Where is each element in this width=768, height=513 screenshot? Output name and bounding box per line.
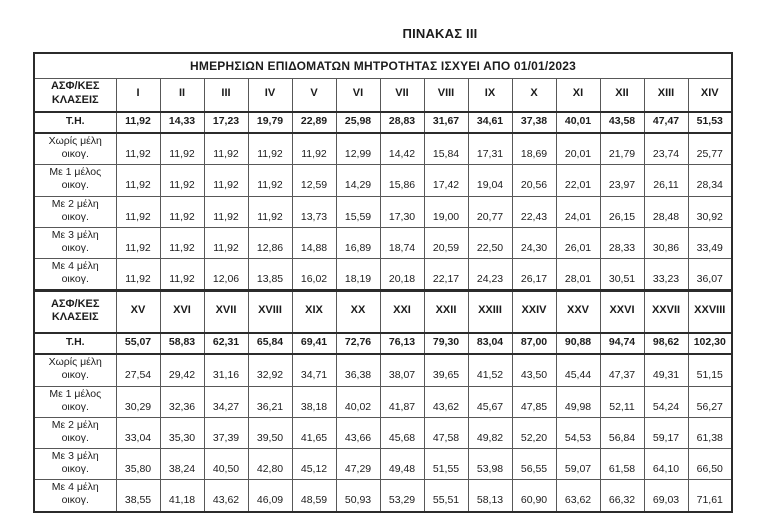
value-cell: 40,02 [336, 386, 380, 417]
value-cell: 94,74 [600, 333, 644, 354]
table-row [34, 259, 732, 291]
value-cell: 33,49 [688, 227, 732, 258]
classes-header-label: ΑΣΦ/ΚΕΣ ΚΛΑΣΕΙΣ [34, 291, 116, 334]
value-cell: 11,92 [116, 259, 160, 291]
class-cell: XIII [644, 79, 688, 113]
value-cell: 46,09 [248, 480, 292, 512]
value-cell: 33,04 [116, 417, 160, 448]
value-cell: 102,30 [688, 333, 732, 354]
value-cell: 18,74 [380, 227, 424, 258]
value-cell: 56,27 [688, 386, 732, 417]
value-cell: 30,92 [688, 196, 732, 227]
value-cell: 28,01 [556, 259, 600, 291]
value-cell: 32,92 [248, 354, 292, 386]
value-cell: 51,15 [688, 354, 732, 386]
row-label: Με 2 μέλη οικογ. [34, 417, 116, 448]
table-row [34, 449, 732, 480]
value-cell: 21,79 [600, 133, 644, 165]
value-cell: 41,18 [160, 480, 204, 512]
class-cell: XXII [424, 291, 468, 334]
row-label: Χωρίς μέλη οικογ. [34, 354, 116, 386]
table-row [34, 112, 732, 133]
value-cell: 11,92 [204, 227, 248, 258]
class-cell: XX [336, 291, 380, 334]
value-cell: 31,67 [424, 112, 468, 133]
value-cell: 14,33 [160, 112, 204, 133]
value-cell: 60,90 [512, 480, 556, 512]
value-cell: 43,62 [204, 480, 248, 512]
benefits-table [33, 52, 733, 513]
value-cell: 11,92 [248, 165, 292, 196]
value-cell: 66,50 [688, 449, 732, 480]
row-label: Τ.Η. [34, 112, 116, 133]
value-cell: 54,53 [556, 417, 600, 448]
value-cell: 47,58 [424, 417, 468, 448]
value-cell: 83,04 [468, 333, 512, 354]
value-cell: 66,32 [600, 480, 644, 512]
value-cell: 79,30 [424, 333, 468, 354]
value-cell: 19,04 [468, 165, 512, 196]
value-cell: 12,86 [248, 227, 292, 258]
value-cell: 28,83 [380, 112, 424, 133]
value-cell: 11,92 [204, 133, 248, 165]
value-cell: 72,76 [336, 333, 380, 354]
table-row [34, 165, 732, 196]
value-cell: 45,12 [292, 449, 336, 480]
value-cell: 26,11 [644, 165, 688, 196]
class-cell: II [160, 79, 204, 113]
value-cell: 25,98 [336, 112, 380, 133]
class-cell: X [512, 79, 556, 113]
class-cell: I [116, 79, 160, 113]
value-cell: 24,30 [512, 227, 556, 258]
class-cell: XI [556, 79, 600, 113]
value-cell: 12,59 [292, 165, 336, 196]
value-cell: 50,93 [336, 480, 380, 512]
value-cell: 15,59 [336, 196, 380, 227]
class-cell: XIX [292, 291, 336, 334]
value-cell: 53,29 [380, 480, 424, 512]
value-cell: 23,74 [644, 133, 688, 165]
value-cell: 22,43 [512, 196, 556, 227]
value-cell: 59,17 [644, 417, 688, 448]
value-cell: 38,24 [160, 449, 204, 480]
value-cell: 58,83 [160, 333, 204, 354]
value-cell: 34,61 [468, 112, 512, 133]
class-cell: VII [380, 79, 424, 113]
value-cell: 20,01 [556, 133, 600, 165]
value-cell: 24,01 [556, 196, 600, 227]
value-cell: 56,55 [512, 449, 556, 480]
class-cell: IV [248, 79, 292, 113]
value-cell: 40,50 [204, 449, 248, 480]
value-cell: 51,55 [424, 449, 468, 480]
table-row [34, 354, 732, 386]
table-row [34, 386, 732, 417]
value-cell: 65,84 [248, 333, 292, 354]
class-cell: XIV [688, 79, 732, 113]
value-cell: 26,01 [556, 227, 600, 258]
page-title: ΠΙΝΑΚΑΣ III [402, 26, 478, 41]
value-cell: 55,07 [116, 333, 160, 354]
value-cell: 58,13 [468, 480, 512, 512]
value-cell: 55,51 [424, 480, 468, 512]
class-cell: XXVIII [688, 291, 732, 334]
value-cell: 17,23 [204, 112, 248, 133]
value-cell: 71,61 [688, 480, 732, 512]
value-cell: 25,77 [688, 133, 732, 165]
value-cell: 22,50 [468, 227, 512, 258]
value-cell: 24,23 [468, 259, 512, 291]
value-cell: 22,17 [424, 259, 468, 291]
value-cell: 61,38 [688, 417, 732, 448]
value-cell: 43,62 [424, 386, 468, 417]
value-cell: 34,27 [204, 386, 248, 417]
class-cell: XV [116, 291, 160, 334]
value-cell: 20,56 [512, 165, 556, 196]
class-cell: XVI [160, 291, 204, 334]
value-cell: 11,92 [248, 133, 292, 165]
value-cell: 36,21 [248, 386, 292, 417]
value-cell: 37,39 [204, 417, 248, 448]
table-row [34, 480, 732, 512]
value-cell: 14,88 [292, 227, 336, 258]
row-label: Με 1 μέλος οικογ. [34, 386, 116, 417]
value-cell: 11,92 [160, 259, 204, 291]
class-cell: XXI [380, 291, 424, 334]
value-cell: 20,77 [468, 196, 512, 227]
value-cell: 18,69 [512, 133, 556, 165]
value-cell: 22,89 [292, 112, 336, 133]
value-cell: 43,58 [600, 112, 644, 133]
class-cell: IX [468, 79, 512, 113]
class-cell: VIII [424, 79, 468, 113]
value-cell: 28,48 [644, 196, 688, 227]
value-cell: 49,98 [556, 386, 600, 417]
value-cell: 45,68 [380, 417, 424, 448]
value-cell: 47,37 [600, 354, 644, 386]
value-cell: 14,29 [336, 165, 380, 196]
classes-header-row [34, 79, 732, 113]
value-cell: 11,92 [204, 196, 248, 227]
row-label: Με 1 μέλος οικογ. [34, 165, 116, 196]
class-cell: XII [600, 79, 644, 113]
value-cell: 54,24 [644, 386, 688, 417]
value-cell: 49,82 [468, 417, 512, 448]
value-cell: 17,30 [380, 196, 424, 227]
value-cell: 29,42 [160, 354, 204, 386]
value-cell: 11,92 [116, 165, 160, 196]
value-cell: 43,66 [336, 417, 380, 448]
value-cell: 39,50 [248, 417, 292, 448]
value-cell: 18,19 [336, 259, 380, 291]
row-label: Τ.Η. [34, 333, 116, 354]
value-cell: 49,48 [380, 449, 424, 480]
value-cell: 37,38 [512, 112, 556, 133]
table-header-title: ΗΜΕΡΗΣΙΩΝ ΕΠΙΔΟΜΑΤΩΝ ΜΗΤΡΟΤΗΤΑΣ ΙΣΧΥΕΙ ΑΠΟ 01/01/2023 [34, 53, 732, 79]
value-cell: 41,65 [292, 417, 336, 448]
value-cell: 15,86 [380, 165, 424, 196]
value-cell: 11,92 [160, 165, 204, 196]
table-row [34, 196, 732, 227]
value-cell: 13,73 [292, 196, 336, 227]
value-cell: 61,58 [600, 449, 644, 480]
value-cell: 36,07 [688, 259, 732, 291]
value-cell: 30,29 [116, 386, 160, 417]
class-cell: XXV [556, 291, 600, 334]
value-cell: 69,41 [292, 333, 336, 354]
value-cell: 38,55 [116, 480, 160, 512]
value-cell: 48,59 [292, 480, 336, 512]
value-cell: 31,16 [204, 354, 248, 386]
value-cell: 28,34 [688, 165, 732, 196]
table-body [34, 79, 732, 512]
row-label: Με 3 μέλη οικογ. [34, 227, 116, 258]
classes-header-row [34, 291, 732, 334]
class-cell: XXIV [512, 291, 556, 334]
value-cell: 35,30 [160, 417, 204, 448]
value-cell: 42,80 [248, 449, 292, 480]
value-cell: 41,52 [468, 354, 512, 386]
value-cell: 17,42 [424, 165, 468, 196]
value-cell: 28,33 [600, 227, 644, 258]
value-cell: 16,02 [292, 259, 336, 291]
value-cell: 38,07 [380, 354, 424, 386]
value-cell: 76,13 [380, 333, 424, 354]
value-cell: 47,85 [512, 386, 556, 417]
row-label: Με 2 μέλη οικογ. [34, 196, 116, 227]
row-label: Με 4 μέλη οικογ. [34, 480, 116, 512]
classes-header-label: ΑΣΦ/ΚΕΣ ΚΛΑΣΕΙΣ [34, 79, 116, 113]
value-cell: 63,62 [556, 480, 600, 512]
value-cell: 11,92 [292, 133, 336, 165]
class-cell: XVII [204, 291, 248, 334]
value-cell: 12,99 [336, 133, 380, 165]
class-cell: XXVII [644, 291, 688, 334]
value-cell: 64,10 [644, 449, 688, 480]
value-cell: 16,89 [336, 227, 380, 258]
value-cell: 11,92 [116, 227, 160, 258]
value-cell: 11,92 [204, 165, 248, 196]
value-cell: 20,18 [380, 259, 424, 291]
value-cell: 45,44 [556, 354, 600, 386]
value-cell: 19,79 [248, 112, 292, 133]
value-cell: 11,92 [160, 196, 204, 227]
value-cell: 40,01 [556, 112, 600, 133]
value-cell: 87,00 [512, 333, 556, 354]
value-cell: 26,15 [600, 196, 644, 227]
value-cell: 53,98 [468, 449, 512, 480]
value-cell: 26,17 [512, 259, 556, 291]
value-cell: 51,53 [688, 112, 732, 133]
value-cell: 56,84 [600, 417, 644, 448]
value-cell: 12,06 [204, 259, 248, 291]
value-cell: 52,11 [600, 386, 644, 417]
value-cell: 34,71 [292, 354, 336, 386]
value-cell: 47,29 [336, 449, 380, 480]
class-cell: V [292, 79, 336, 113]
table-row [34, 227, 732, 258]
table-row [34, 417, 732, 448]
value-cell: 43,50 [512, 354, 556, 386]
value-cell: 90,88 [556, 333, 600, 354]
table-header-row [34, 53, 732, 79]
value-cell: 32,36 [160, 386, 204, 417]
value-cell: 20,59 [424, 227, 468, 258]
value-cell: 11,92 [116, 112, 160, 133]
maternity-benefits-table [33, 52, 733, 513]
value-cell: 30,86 [644, 227, 688, 258]
value-cell: 39,65 [424, 354, 468, 386]
value-cell: 14,42 [380, 133, 424, 165]
value-cell: 11,92 [160, 133, 204, 165]
value-cell: 17,31 [468, 133, 512, 165]
value-cell: 27,54 [116, 354, 160, 386]
value-cell: 13,85 [248, 259, 292, 291]
value-cell: 35,80 [116, 449, 160, 480]
value-cell: 22,01 [556, 165, 600, 196]
value-cell: 47,47 [644, 112, 688, 133]
class-cell: XXIII [468, 291, 512, 334]
value-cell: 36,38 [336, 354, 380, 386]
value-cell: 11,92 [160, 227, 204, 258]
value-cell: 11,92 [248, 196, 292, 227]
class-cell: XVIII [248, 291, 292, 334]
value-cell: 69,03 [644, 480, 688, 512]
value-cell: 41,87 [380, 386, 424, 417]
class-cell: III [204, 79, 248, 113]
row-label: Χωρίς μέλη οικογ. [34, 133, 116, 165]
value-cell: 30,51 [600, 259, 644, 291]
value-cell: 38,18 [292, 386, 336, 417]
value-cell: 19,00 [424, 196, 468, 227]
class-cell: XXVI [600, 291, 644, 334]
value-cell: 11,92 [116, 133, 160, 165]
value-cell: 11,92 [116, 196, 160, 227]
table-row [34, 333, 732, 354]
value-cell: 98,62 [644, 333, 688, 354]
value-cell: 15,84 [424, 133, 468, 165]
table-row [34, 133, 732, 165]
value-cell: 33,23 [644, 259, 688, 291]
value-cell: 45,67 [468, 386, 512, 417]
value-cell: 59,07 [556, 449, 600, 480]
value-cell: 23,97 [600, 165, 644, 196]
row-label: Με 3 μέλη οικογ. [34, 449, 116, 480]
class-cell: VI [336, 79, 380, 113]
row-label: Με 4 μέλη οικογ. [34, 259, 116, 291]
value-cell: 52,20 [512, 417, 556, 448]
value-cell: 62,31 [204, 333, 248, 354]
value-cell: 49,31 [644, 354, 688, 386]
